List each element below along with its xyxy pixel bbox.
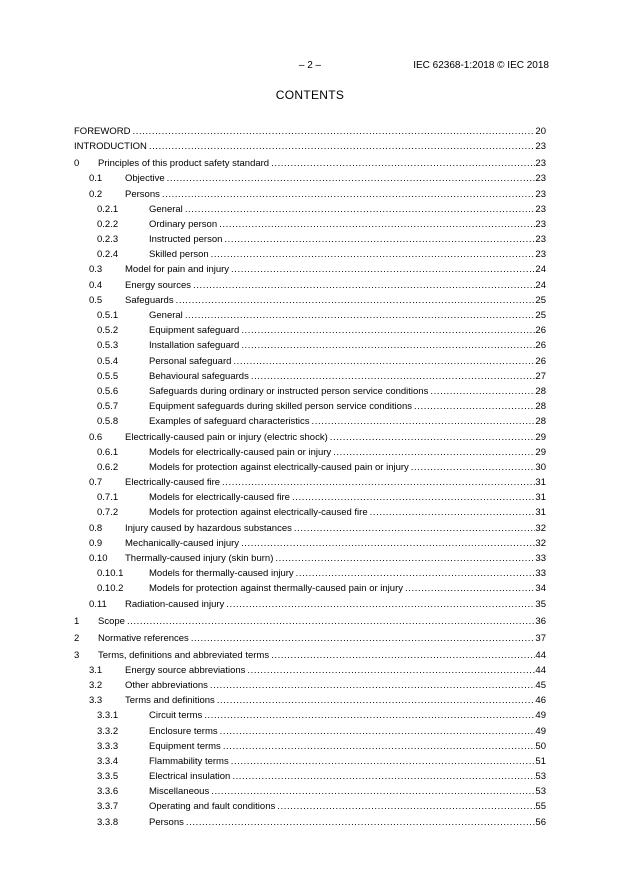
toc-entry-number: 0.6.2 bbox=[97, 461, 119, 473]
toc-entry-number: 0.6 bbox=[89, 431, 103, 443]
toc-entry-title: Principles of this product safety standard bbox=[98, 158, 270, 170]
toc-entry-number: 0 bbox=[74, 158, 80, 170]
toc-entry-title: Persons bbox=[125, 188, 160, 200]
toc-entry[interactable] bbox=[74, 490, 546, 505]
toc-entry-page: 50 bbox=[535, 740, 546, 752]
toc-entry-title: Safeguards during ordinary or instructed person service conditions bbox=[149, 385, 429, 397]
toc-entry-page: 23 bbox=[535, 141, 546, 153]
toc-entry-title: Personal safeguard bbox=[149, 355, 232, 367]
toc-entry-title: Models for protection against electrically-caused fire bbox=[149, 507, 368, 519]
toc-dot-leader bbox=[186, 815, 536, 830]
toc-entry-page: 37 bbox=[535, 632, 546, 644]
toc-entry[interactable] bbox=[74, 581, 546, 596]
toc-entry[interactable] bbox=[74, 678, 546, 693]
toc-entry[interactable] bbox=[74, 551, 546, 566]
toc-entry-number: 0.3 bbox=[89, 264, 103, 276]
toc-entry[interactable] bbox=[74, 414, 546, 429]
toc-entry-number: 3.3.1 bbox=[97, 710, 119, 722]
toc-entry-title: Electrically-caused pain or injury (electric shock) bbox=[125, 431, 328, 443]
toc-dot-leader bbox=[294, 521, 536, 536]
toc-entry-title: Scope bbox=[98, 615, 125, 627]
toc-entry-page: 26 bbox=[535, 355, 546, 367]
toc-entry-title: Objective bbox=[125, 173, 165, 185]
toc-entry-title: Models for protection against electrically-caused pain or injury bbox=[149, 461, 409, 473]
toc-entry-title: Safeguards bbox=[125, 294, 174, 306]
page-number: – 2 – bbox=[298, 60, 322, 71]
toc-entry-page: 51 bbox=[535, 755, 546, 767]
toc-entry-number: 0.2.4 bbox=[97, 249, 119, 261]
toc-entry-number: 0.5.3 bbox=[97, 340, 119, 352]
toc-dot-leader bbox=[162, 187, 536, 202]
toc-dot-leader bbox=[226, 597, 535, 612]
toc-entry-page: 28 bbox=[535, 385, 546, 397]
toc-entry-title: Instructed person bbox=[149, 234, 223, 246]
toc-dot-leader bbox=[167, 171, 536, 186]
toc-entry-page: 46 bbox=[535, 695, 546, 707]
toc-entry-page: 49 bbox=[535, 725, 546, 737]
toc-entry[interactable] bbox=[74, 445, 546, 460]
toc-entry[interactable] bbox=[74, 202, 546, 217]
toc-dot-leader bbox=[275, 551, 535, 566]
toc-entry[interactable] bbox=[74, 739, 546, 754]
toc-entry-title: Radiation-caused injury bbox=[125, 598, 225, 610]
toc-entry[interactable] bbox=[74, 648, 546, 663]
toc-entry-page: 25 bbox=[535, 310, 546, 322]
toc-entry[interactable] bbox=[74, 754, 546, 769]
toc-entry[interactable] bbox=[74, 338, 546, 353]
toc-dot-leader bbox=[247, 663, 535, 678]
toc-entry-number: 3.3.6 bbox=[97, 786, 119, 798]
toc-dot-leader bbox=[176, 293, 536, 308]
toc-dot-leader bbox=[210, 678, 536, 693]
toc-dot-leader bbox=[414, 399, 535, 414]
toc-entry-title: Model for pain and injury bbox=[125, 264, 230, 276]
toc-entry[interactable] bbox=[74, 323, 546, 338]
toc-entry-page: 20 bbox=[535, 126, 546, 137]
toc-entry[interactable] bbox=[74, 536, 546, 551]
toc-entry-number: 0.9 bbox=[89, 537, 103, 549]
toc-entry-title: General bbox=[149, 203, 183, 215]
toc-entry[interactable] bbox=[74, 769, 546, 784]
toc-entry-title: Behavioural safeguards bbox=[149, 370, 249, 382]
toc-entry[interactable] bbox=[74, 597, 546, 612]
toc-dot-leader bbox=[271, 156, 535, 171]
toc-dot-leader bbox=[411, 460, 536, 475]
toc-dot-leader bbox=[193, 278, 535, 293]
document-reference: IEC 62368-1:2018 © IEC 2018 bbox=[413, 60, 549, 71]
toc-dot-leader bbox=[330, 430, 536, 445]
toc-dot-leader bbox=[127, 614, 535, 629]
toc-entry-number: 0.8 bbox=[89, 522, 103, 534]
toc-entry-page: 53 bbox=[535, 786, 546, 798]
toc-entry[interactable] bbox=[74, 278, 546, 293]
toc-entry-number: 0.5.7 bbox=[97, 401, 119, 413]
toc-entry-page: 44 bbox=[535, 664, 546, 676]
toc-entry-title: Models for electrically-caused fire bbox=[149, 492, 290, 504]
toc-dot-leader bbox=[211, 784, 535, 799]
toc-entry-title: Equipment safeguard bbox=[149, 325, 240, 337]
toc-entry-number: 0.11 bbox=[89, 598, 107, 610]
toc-entry-number: 0.10.1 bbox=[97, 568, 124, 580]
toc-entry[interactable] bbox=[74, 614, 546, 629]
toc-entry-page: 23 bbox=[535, 188, 546, 200]
toc-entry[interactable] bbox=[74, 384, 546, 399]
toc-entry-page: 28 bbox=[535, 401, 546, 413]
toc-entry-page: 55 bbox=[535, 801, 546, 813]
toc-entry-page: 26 bbox=[535, 325, 546, 337]
toc-entry-page: 32 bbox=[535, 522, 546, 534]
toc-dot-leader bbox=[149, 139, 536, 154]
toc-dot-leader bbox=[185, 308, 536, 323]
toc-entry[interactable] bbox=[74, 815, 546, 830]
toc-entry[interactable] bbox=[74, 124, 546, 139]
toc-entry[interactable] bbox=[74, 784, 546, 799]
toc-entry-number: 0.2.1 bbox=[97, 203, 119, 215]
toc-entry-number: 3.3.7 bbox=[97, 801, 119, 813]
toc-entry[interactable] bbox=[74, 171, 546, 186]
toc-entry-number: 0.1 bbox=[89, 173, 103, 185]
toc-entry-page: 49 bbox=[535, 710, 546, 722]
toc-entry[interactable] bbox=[74, 232, 546, 247]
toc-dot-leader bbox=[430, 384, 535, 399]
toc-entry[interactable] bbox=[74, 460, 546, 475]
toc-entry-title: Energy sources bbox=[125, 279, 192, 291]
toc-entry-page: 24 bbox=[535, 264, 546, 276]
toc-entry-title: General bbox=[149, 310, 183, 322]
toc-entry-number: 3.2 bbox=[89, 679, 103, 691]
toc-entry[interactable] bbox=[74, 399, 546, 414]
toc-entry-number: 0.4 bbox=[89, 279, 103, 291]
toc-entry[interactable] bbox=[74, 566, 546, 581]
toc-entry-page: 23 bbox=[535, 234, 546, 246]
toc-dot-leader bbox=[232, 769, 535, 784]
toc-dot-leader bbox=[241, 338, 535, 353]
table-of-contents bbox=[74, 124, 546, 830]
toc-entry[interactable] bbox=[74, 262, 546, 277]
toc-dot-leader bbox=[333, 445, 535, 460]
toc-entry-number: 3.3 bbox=[89, 695, 103, 707]
toc-entry-number: 3.3.4 bbox=[97, 755, 119, 767]
toc-entry-page: 44 bbox=[535, 649, 546, 661]
toc-entry[interactable] bbox=[74, 217, 546, 232]
toc-entry-page: 31 bbox=[535, 492, 546, 504]
toc-entry-number: 0.5.1 bbox=[97, 310, 119, 322]
toc-entry-title: FOREWORD bbox=[74, 126, 131, 137]
toc-entry-page: 53 bbox=[535, 771, 546, 783]
toc-dot-leader bbox=[220, 724, 536, 739]
contents-heading: CONTENTS bbox=[275, 88, 345, 102]
toc-entry[interactable] bbox=[74, 156, 546, 171]
toc-dot-leader bbox=[231, 262, 535, 277]
toc-entry-page: 32 bbox=[535, 537, 546, 549]
toc-dot-leader bbox=[219, 217, 535, 232]
toc-entry-page: 24 bbox=[535, 279, 546, 291]
toc-entry-page: 23 bbox=[535, 218, 546, 230]
toc-entry-title: Circuit terms bbox=[149, 710, 203, 722]
toc-entry[interactable] bbox=[74, 187, 546, 202]
toc-entry-number: 3.3.2 bbox=[97, 725, 119, 737]
toc-entry-title: Examples of safeguard characteristics bbox=[149, 416, 310, 428]
toc-entry-page: 28 bbox=[535, 416, 546, 428]
toc-entry-number: 0.5.5 bbox=[97, 370, 119, 382]
toc-entry-number: 3.1 bbox=[89, 664, 103, 676]
toc-entry[interactable] bbox=[74, 799, 546, 814]
toc-entry-number: 0.7.2 bbox=[97, 507, 119, 519]
toc-entry-title: Skilled person bbox=[149, 249, 209, 261]
toc-entry-page: 27 bbox=[535, 370, 546, 382]
toc-dot-leader bbox=[241, 536, 535, 551]
toc-entry-title: Other abbreviations bbox=[125, 679, 208, 691]
toc-entry-page: 29 bbox=[535, 431, 546, 443]
toc-entry-title: Equipment safeguards during skilled person service conditions bbox=[149, 401, 412, 413]
toc-dot-leader bbox=[292, 490, 535, 505]
toc-entry[interactable] bbox=[74, 693, 546, 708]
toc-entry-title: Models for protection against thermally-caused pain or injury bbox=[149, 583, 403, 595]
toc-entry-page: 33 bbox=[535, 568, 546, 580]
toc-dot-leader bbox=[217, 693, 536, 708]
toc-entry-number: 0.6.1 bbox=[97, 446, 119, 458]
toc-entry-number: 0.2.3 bbox=[97, 234, 119, 246]
toc-entry-title: Enclosure terms bbox=[149, 725, 218, 737]
toc-entry-number: 0.7 bbox=[89, 477, 103, 489]
toc-dot-leader bbox=[231, 754, 536, 769]
toc-entry-number: 0.5.4 bbox=[97, 355, 119, 367]
toc-entry[interactable] bbox=[74, 724, 546, 739]
toc-entry-title: Models for thermally-caused injury bbox=[149, 568, 294, 580]
toc-entry-number: 3.3.8 bbox=[97, 816, 119, 828]
toc-entry-page: 36 bbox=[535, 615, 546, 627]
toc-entry-page: 33 bbox=[535, 553, 546, 565]
toc-entry[interactable] bbox=[74, 139, 546, 154]
toc-dot-leader bbox=[296, 566, 536, 581]
toc-entry-page: 23 bbox=[535, 203, 546, 215]
toc-dot-leader bbox=[271, 648, 535, 663]
toc-entry-number: 0.2.2 bbox=[97, 218, 119, 230]
toc-entry[interactable] bbox=[74, 708, 546, 723]
toc-entry-page: 31 bbox=[535, 477, 546, 489]
toc-entry-page: 30 bbox=[535, 461, 546, 473]
toc-dot-leader bbox=[211, 247, 536, 262]
toc-entry-title: Electrically-caused fire bbox=[125, 477, 221, 489]
toc-entry-title: Miscellaneous bbox=[149, 786, 210, 798]
toc-entry[interactable] bbox=[74, 293, 546, 308]
toc-entry-title: Flammability terms bbox=[149, 755, 229, 767]
toc-entry[interactable] bbox=[74, 354, 546, 369]
toc-entry-number: 0.5.6 bbox=[97, 385, 119, 397]
toc-entry-title: Electrical insulation bbox=[149, 771, 231, 783]
toc-entry-number: 3.3.5 bbox=[97, 771, 119, 783]
toc-entry-title: Normative references bbox=[98, 632, 189, 644]
toc-entry-number: 0.10.2 bbox=[97, 583, 124, 595]
toc-entry[interactable] bbox=[74, 247, 546, 262]
toc-entry-page: 29 bbox=[535, 446, 546, 458]
toc-entry-page: 45 bbox=[535, 679, 546, 691]
toc-dot-leader bbox=[223, 739, 536, 754]
toc-entry-title: Energy source abbreviations bbox=[125, 664, 246, 676]
toc-entry-title: Operating and fault conditions bbox=[149, 801, 276, 813]
toc-entry-title: INTRODUCTION bbox=[74, 141, 147, 153]
toc-dot-leader bbox=[251, 369, 536, 384]
toc-entry-page: 25 bbox=[535, 294, 546, 306]
toc-entry-number: 0.5 bbox=[89, 294, 103, 306]
toc-entry-page: 56 bbox=[535, 816, 546, 828]
toc-entry-title: Mechanically-caused injury bbox=[125, 537, 240, 549]
toc-dot-leader bbox=[185, 202, 536, 217]
toc-entry[interactable] bbox=[74, 308, 546, 323]
toc-dot-leader bbox=[405, 581, 535, 596]
toc-entry-number: 3.3.3 bbox=[97, 740, 119, 752]
toc-dot-leader bbox=[241, 323, 535, 338]
toc-entry-title: Installation safeguard bbox=[149, 340, 240, 352]
toc-entry[interactable] bbox=[74, 505, 546, 520]
toc-dot-leader bbox=[191, 631, 536, 646]
toc-entry-page: 35 bbox=[535, 598, 546, 610]
toc-entry-number: 0.2 bbox=[89, 188, 103, 200]
toc-entry-title: Ordinary person bbox=[149, 218, 218, 230]
toc-entry-number: 0.7.1 bbox=[97, 492, 119, 504]
toc-dot-leader bbox=[312, 414, 536, 429]
toc-entry[interactable] bbox=[74, 475, 546, 490]
toc-dot-leader bbox=[224, 232, 535, 247]
toc-entry-page: 26 bbox=[535, 340, 546, 352]
toc-dot-leader bbox=[370, 505, 536, 520]
toc-entry-title: Thermally-caused injury (skin burn) bbox=[125, 553, 274, 565]
toc-entry[interactable] bbox=[74, 663, 546, 678]
toc-entry-page: 23 bbox=[535, 173, 546, 185]
toc-entry-title: Terms, definitions and abbreviated terms bbox=[98, 649, 270, 661]
toc-entry-number: 0.10 bbox=[89, 553, 108, 565]
toc-entry[interactable] bbox=[74, 631, 546, 646]
toc-entry-title: Models for electrically-caused pain or injury bbox=[149, 446, 332, 458]
toc-entry-title: Equipment terms bbox=[149, 740, 221, 752]
toc-entry-number: 0.5.2 bbox=[97, 325, 119, 337]
toc-entry-page: 34 bbox=[535, 583, 546, 595]
toc-entry-title: Persons bbox=[149, 816, 184, 828]
toc-dot-leader bbox=[277, 799, 535, 814]
toc-dot-leader bbox=[233, 354, 535, 369]
toc-entry-page: 31 bbox=[535, 507, 546, 519]
toc-dot-leader bbox=[132, 124, 535, 139]
toc-entry-number: 1 bbox=[74, 615, 80, 627]
toc-entry-title: Injury caused by hazardous substances bbox=[125, 522, 292, 534]
toc-entry-number: 2 bbox=[74, 632, 80, 644]
toc-entry-title: Terms and definitions bbox=[125, 695, 215, 707]
toc-dot-leader bbox=[204, 708, 535, 723]
toc-entry-page: 23 bbox=[535, 249, 546, 261]
toc-entry-number: 0.5.8 bbox=[97, 416, 119, 428]
toc-entry[interactable] bbox=[74, 521, 546, 536]
toc-entry-page: 23 bbox=[535, 158, 546, 170]
toc-entry[interactable] bbox=[74, 430, 546, 445]
toc-dot-leader bbox=[222, 475, 535, 490]
toc-entry-number: 3 bbox=[74, 649, 80, 661]
toc-entry[interactable] bbox=[74, 369, 546, 384]
